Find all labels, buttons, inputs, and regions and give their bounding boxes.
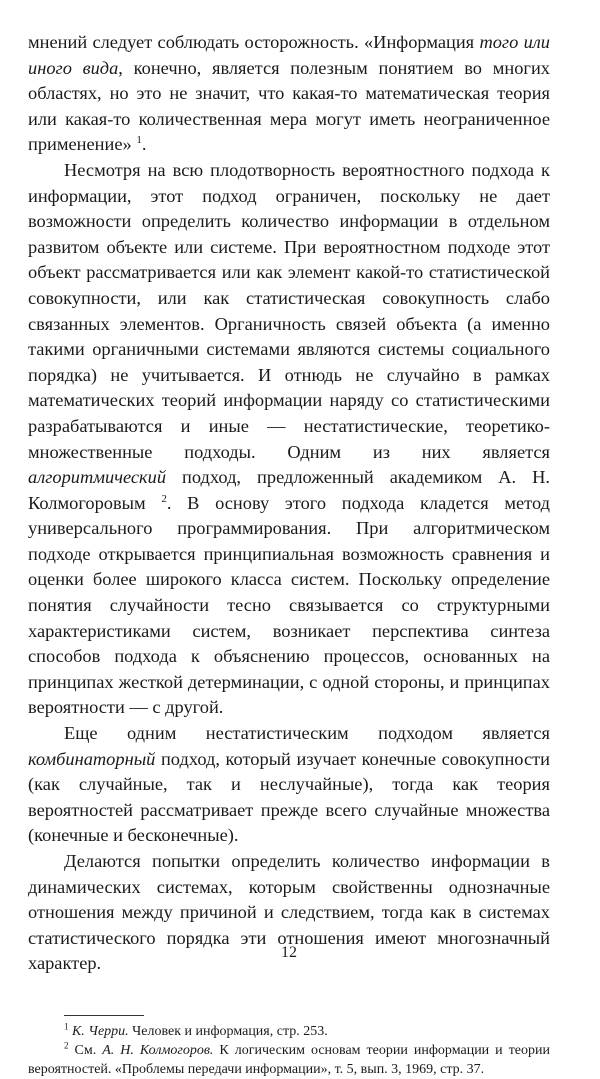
paragraph-1: мнений следует соблюдать осторожность. «Информация того или иного вида, конечно, является полезным понятием во многих областях, но это не значит, что какая-то математическая теория или какая-то количественная мера могут иметь неограниченное применение» $^1$. (28, 32, 550, 155)
italic-phrase: того или иного вида (28, 32, 550, 78)
paragraph-3: Еще одним нестатистическим подходом является комбинаторный подход, который изучает конечные совокупности (как случайные, так и неслучайные), тогда как теория вероятностей рассматривает прежде всего случайные множества (конечные и бесконечные). (28, 723, 550, 846)
paragraph-2: Несмотря на всю плодотворность вероятностного подхода к информации, этот подход ограничен, поскольку не дает возможности определить количество информации в отдельном развитом объекте или системе. При вероятностном подходе этот объект рассматривается или как элемент какой-то статистической совокупности, или как статистическая совокупность слабо связанных элементов. Органичность связей объекта (а именно такими органичными системами являются системы социального порядка) не учитывается. И отнюдь не случайно в рамках математических теорий информации наряду со статистическими разрабатываются и иные — нестатистические, теоретико-множественные подходы. Одним из них является алгоритмический подход, предложенный академиком А. Н. Колмогоровым $^2$. В основу этого подхода кладется метод универсального программирования. При алгоритмическом подходе открывается принципиальная возможность сравнения и оценки более широкого класса систем. Поскольку определение понятия случайности тесно связывается со структурными характеристиками систем, возникает перспектива синтеза способов подхода к объяснению процессов, основанных на принципах жесткой детерминации, с одной стороны, и принципах вероятности — с другой. (28, 159, 550, 718)
footnote-ref-1[interactable]: 1 (136, 134, 142, 147)
footnote-author: А. Н. Колмогоров. (102, 1042, 214, 1058)
page-number: 12 (281, 944, 297, 961)
footnote-1: $^1$ К. Черри. Человек и информация, стр. 253. (64, 1021, 328, 1039)
paragraph-4: Делаются попытки определить количество информации в динамических системах, которым свойственны однозначные отношения между причиной и следствием, тогда как в системах статистического порядка эти отношения имеют многозначный характер. (28, 851, 550, 974)
italic-term-combinatorial: комбинаторный (28, 748, 156, 769)
italic-term-algorithmic: алгоритмический (28, 467, 167, 488)
footnote-divider (64, 1015, 144, 1016)
footnote-2: $^2$ См. А. Н. Колмогоров. К логическим основам теории информации и теории вероятностей. «Проблемы передачи информации», т. 5, вып. 3, 1969, стр. 37. (28, 1040, 551, 1077)
footnote-ref-2[interactable]: 2 (161, 492, 167, 505)
footnote-author: К. Черри. (72, 1023, 129, 1039)
footnotes (28, 1022, 550, 1079)
main-text (28, 30, 550, 977)
